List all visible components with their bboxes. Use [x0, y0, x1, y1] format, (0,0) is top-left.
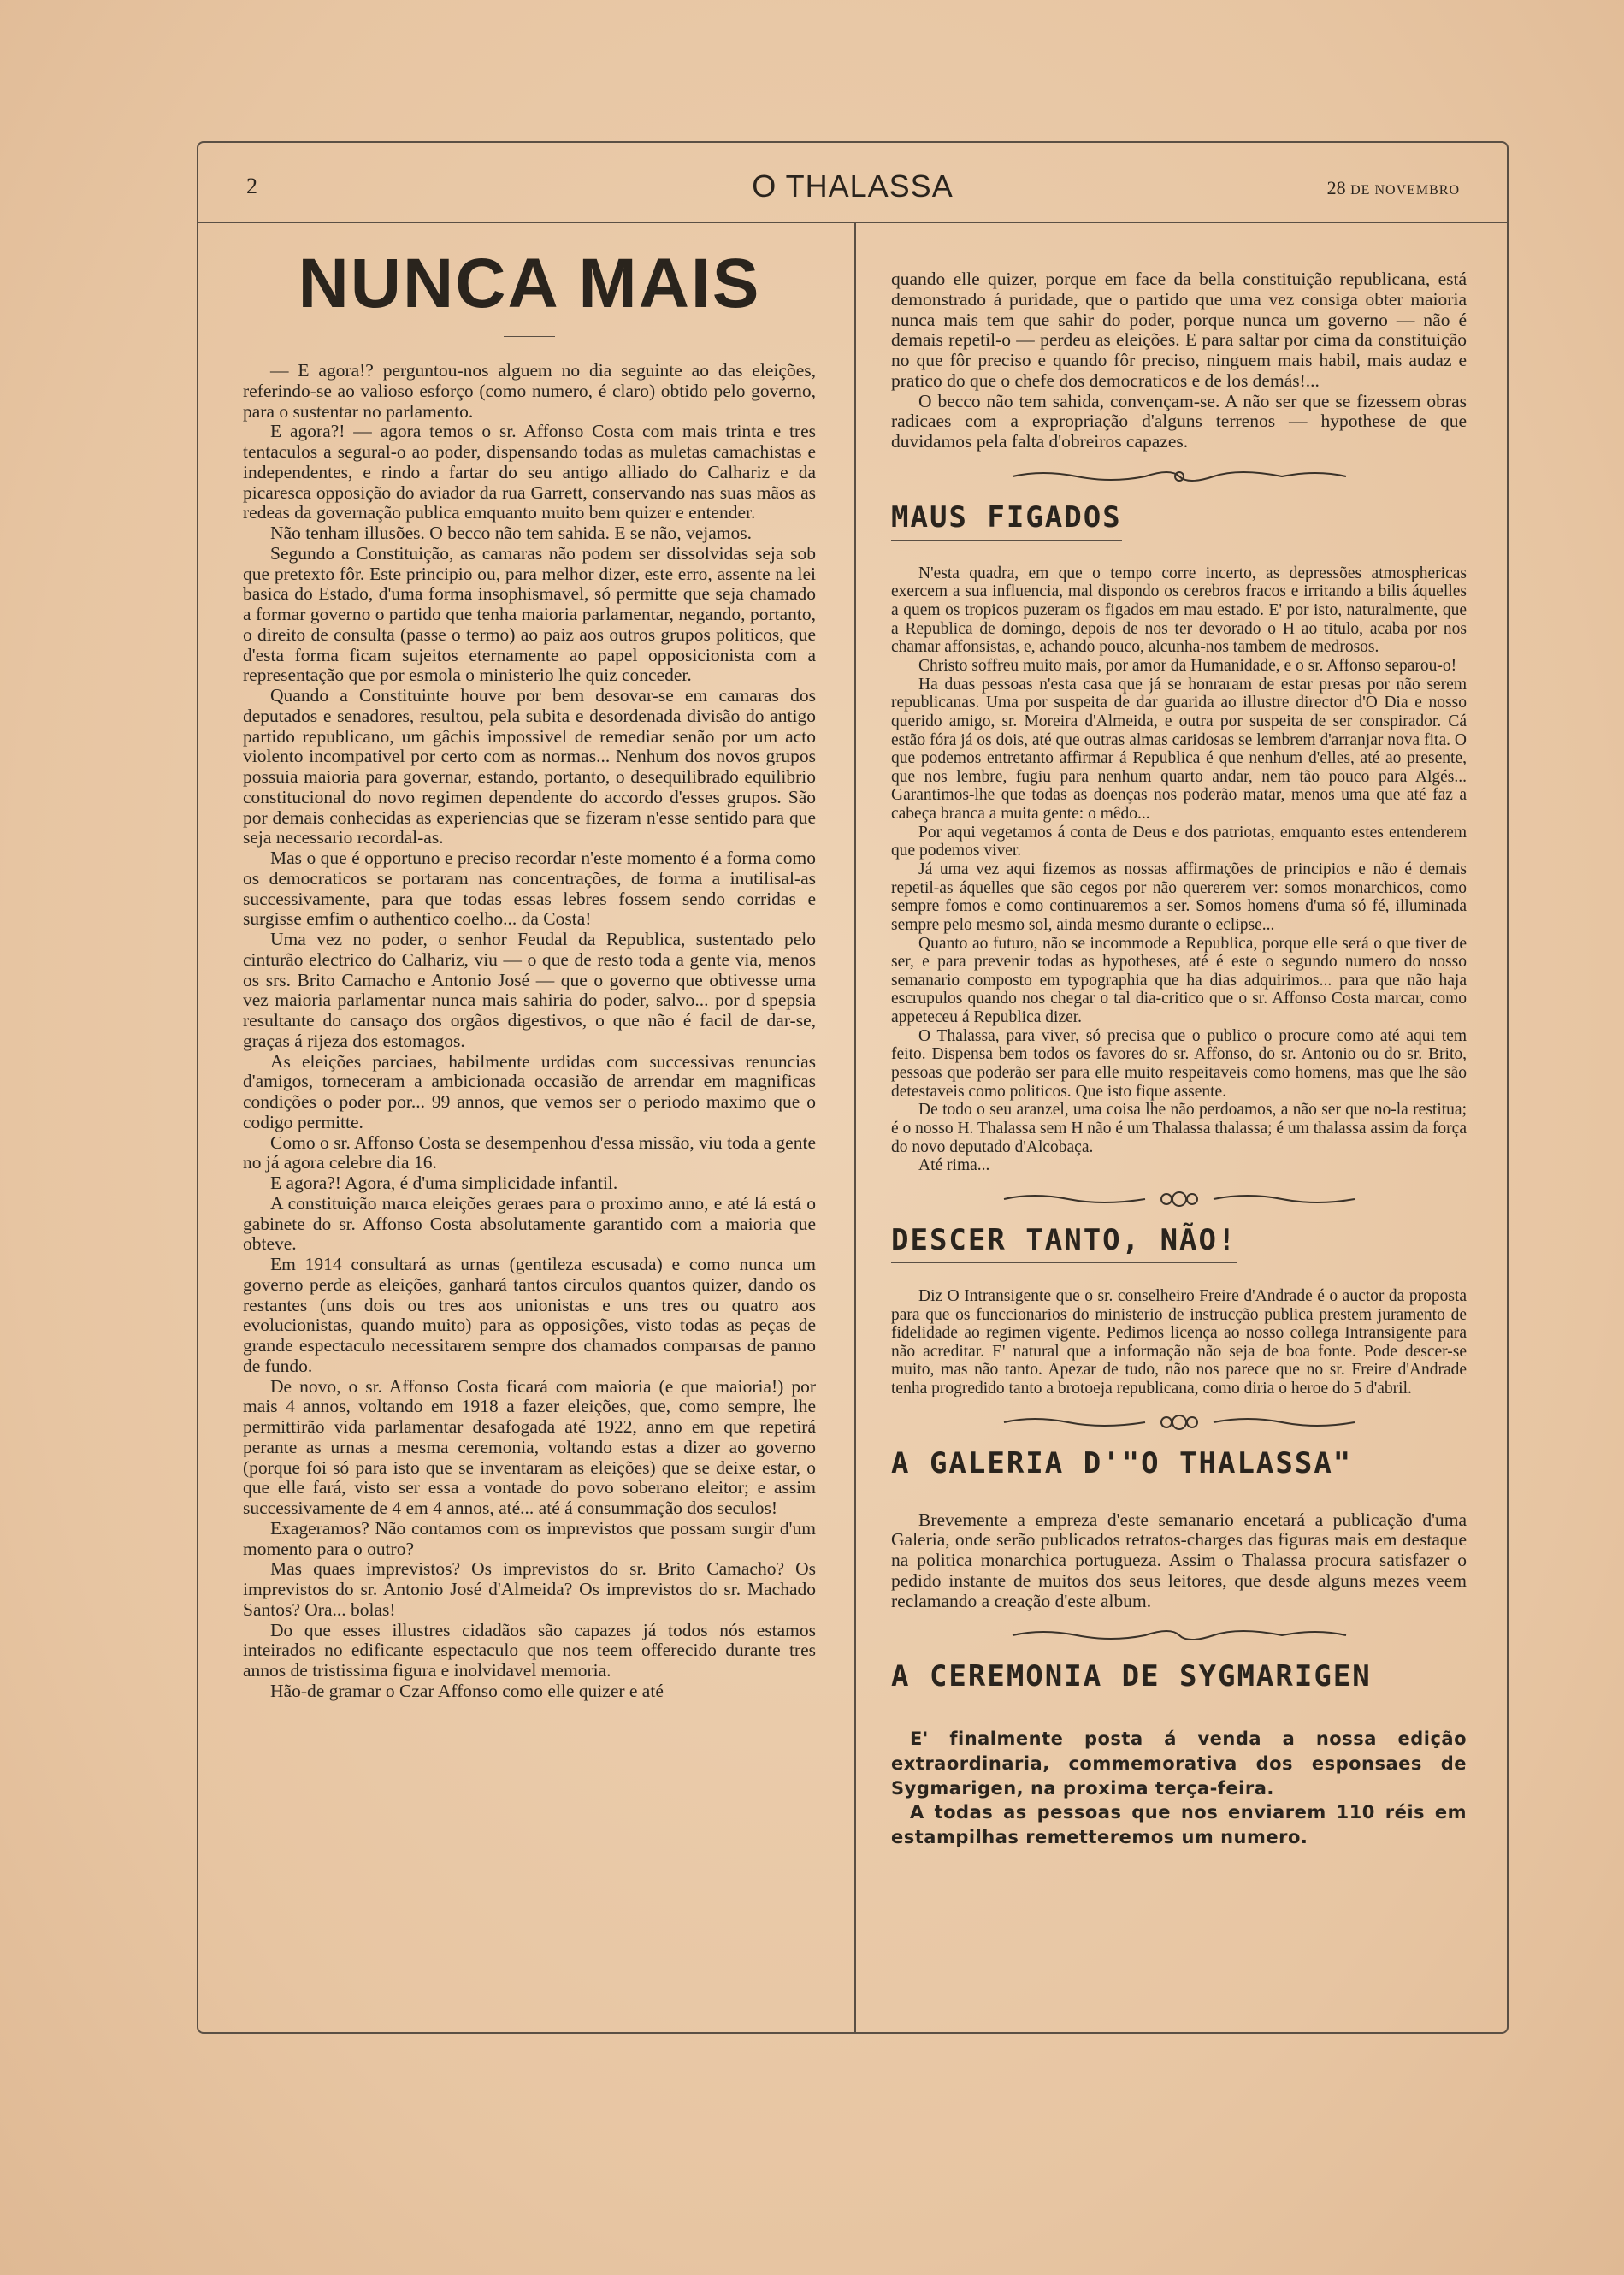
issue-date — [1327, 177, 1460, 199]
ornament-divider — [891, 1189, 1467, 1208]
masthead: O THALASSA — [752, 168, 954, 204]
paragraph: — E agora!? perguntou-nos alguem no dia seguinte ao das eleições, referindo-se ao valioso esforço (como numero, é claro) obtido pelo governo, para o sustentar no parlamento. — [243, 360, 816, 422]
paragraph: Ha duas pessoas n'esta casa que já se honraram de estar presas por não serem republicanas. Uma por suspeita de dar guarida ao illustre director d'O Dia e nosso querido amigo, sr. Moreira d'Almeida, e outra por suspeita de ser conspirador. Cá estão fóra já os dois, até que outras almas caridosas se lembrem d'arranjar nova fita. O que podemos entretanto affirmar á Republica é que nenhum d'elles, até ao presente, que nos lembre, fugiu para nenhum quarto andar, nem tão pouco para Algés... Garantimos-lhe que todas as doenças nos poderão matar, menos uma que até faz a cabeça branca a muita gente: o mêdo... — [891, 675, 1467, 824]
paragraph: Como o sr. Affonso Costa se desempenhou d'essa missão, viu toda a gente no já agora celebre dia 16. — [243, 1132, 816, 1173]
paragraph: Quanto ao futuro, não se incommode a Republica, porque elle será o que tiver de ser, e para prevenir todas as hypotheses, até é este o segundo numero do nosso semanario composto em typographia que ha dias adquirimos... para que não haja escrupulos quando nos chegar o tal dia-critico que o sr. Affonso Costa marcar, como appeteceu á Republica dizer. — [891, 934, 1467, 1027]
paragraph: Diz O Intransigente que o sr. conselheiro Freire d'Andrade é o auctor da proposta para que os funccionarios do ministerio de instrucção publica prestem juramento de fidelidade ao regimen vigente. Pedimos licença ao nosso collega Intransigente para não acreditar. E' natural que a informação não seja de boa fonte. Pode descer-se muito, mas não tanto. Apezar de tudo, não nos parece que no sr. Freire d'Andrade tenha progredido tanto a brotoeja republicana, como diria o heroe do 5 d'abril. — [891, 1286, 1467, 1398]
continuation-text — [891, 269, 1467, 452]
paragraph: A constituição marca eleições geraes para o proximo anno, e até lá está o gabinete do sr. Affonso Costa absolutamente garantido com a maioria que obteve. — [243, 1192, 816, 1255]
paragraph: Já uma vez aqui fizemos as nossas affirmações de principios e não é demais repetil-as áquelles que são cegos por não quererem ver: somos monarchicos, como sempre fomos e como continuaremos a ser. Somos homens d'uma só fé, illuminada sempre pelo mesmo sol, ainda mesmo durante o eclipse... — [891, 860, 1467, 934]
section-title-maus-figados: MAUS FIGADOS — [891, 500, 1122, 541]
article-body — [243, 361, 816, 1702]
left-column — [243, 245, 816, 1702]
paragraph: As eleições parciaes, habilmente urdidas com successivas renuncias d'amigos, torneceram a ambicionada occasião de arrendar em magnificas condições o poder por... 99 annos, que vemos ser o periodo maximo que o codigo permitte. — [243, 1050, 816, 1132]
paragraph: Quando a Constituinte houve por bem desovar-se em camaras dos deputados e senadores, resultou, pela subita e desordenada divisão do antigo partido republicano, um gâchis impossivel de remediar senão por um acto violento incompativel por certo com as normas... Nenhum dos novos grupos possuia maioria para governar, estando, portanto, o desequilibrado equilibrio constitucional do novo regimen dependente do accordo d'esses grupos. São por demais conhecidas as experiencias que se fizeram n'esse sentido para que seja necessario recordal-as. — [243, 685, 816, 848]
section-title-descer-tanto: DESCER TANTO, NÃO! — [891, 1223, 1237, 1263]
paragraph: Hão-de gramar o Czar Affonso como elle quizer e até — [270, 1680, 664, 1701]
paragraph: Mas quaes imprevistos? Os imprevistos do sr. Brito Camacho? Os imprevistos do sr. Antonio José d'Almeida? Os imprevistos do sr. Machado Santos? Ora... bolas! — [243, 1558, 816, 1620]
date-month: DE NOVEMBRO — [1350, 183, 1460, 198]
paragraph: Por aqui vegetamos á conta de Deus e dos patriotas, emquanto estes entenderem que podemos viver. — [891, 823, 1467, 860]
article-headline: NUNCA MAIS — [298, 245, 761, 322]
ornament-divider — [891, 1412, 1467, 1431]
paragraph: O becco não tem sahida, convençam-se. A não ser que se fizessem obras radicaes com a expropriação d'alguns terrenos — hypothese de que duvidamos pela falta d'obreiros capazes. — [891, 390, 1467, 452]
article-maus-figados — [891, 564, 1467, 1175]
announcement-line: A todas as pessoas que nos enviarem 110 réis em estampilhas remetteremos um numero. — [891, 1802, 1467, 1847]
headline-rule — [504, 336, 555, 337]
paragraph: O Thalassa, para viver, só precisa que o publico o procure como até aqui tem feito. Dispensa bem todos os favores do sr. Affonso, do sr. Antonio ou do sr. Brito, pessoas que poderão ser para elle muito respeitaveis como homens, mas que lhe são detestaveis como politicos. Que isto fique assente. — [891, 1026, 1467, 1101]
page-number: 2 — [246, 174, 257, 198]
article-descer-tanto — [891, 1287, 1467, 1398]
paragraph: N'esta quadra, em que o tempo corre incerto, as depressões atmosphericas exercem a sua influencia, mal dispondo os cerebros fracos e irritando a bilis áquelles a quem os tropicos puzeram os figados em mau estado. E' por isto, naturalmente, que a Republica de domingo, depois de nos ter devorado o H ao titulo, acaba por nos chamar affonsistas, e, achando pouco, alcunha-nos tambem de medrosos. — [891, 564, 1467, 657]
paragraph: quando elle quizer, porque em face da bella constituição republicana, está demonstrado á puridade, que o partido que uma vez consiga obter maioria nunca mais tem que sahir do poder, porque nunca um governo — não é demais repetil-o — perdeu as eleições. E para saltar por cima da constituição no que fôr preciso e quando fôr preciso, ninguem mais habil, mais audaz e pratico do que o chefe dos democraticos e de los demás!... — [891, 269, 1467, 391]
paragraph: E agora?! — agora temos o sr. Affonso Costa com mais trinta e tres tentaculos a segural-o ao poder, dispensando todas as muletas camachistas e independentes, e rindo a fartar do seu antigo alliado do Calhariz e da picaresca opposição do aviador da rua Garrett, conservando nas suas mãos as redeas da governação publica emquanto muito bem quizer e entender. — [243, 421, 816, 523]
announcement-line: E' finalmente posta á venda a nossa edição extraordinaria, commemorativa dos esponsaes de Sygmarigen, na proxima terça-feira. — [891, 1728, 1467, 1799]
ornament-divider — [891, 466, 1467, 485]
section-title-galeria: A GALERIA D'"O THALASSA" — [891, 1446, 1352, 1486]
page-header — [198, 143, 1507, 223]
column-rule — [854, 223, 856, 2032]
paragraph: Até rima... — [918, 1156, 990, 1175]
article-galeria — [891, 1510, 1467, 1612]
section-title-ceremonia: A CEREMONIA DE SYGMARIGEN — [891, 1659, 1372, 1699]
right-column — [891, 269, 1467, 1849]
paragraph: Mas o que é opportuno e preciso recordar n'este momento é a forma como os democraticos se portaram nas concentrações, de forma a inutilisal-as successivamente, para que todas essas lebres fossem sendo corridas e surgisse emfim o authentico coelho... da Costa! — [243, 848, 816, 930]
paragraph: Christo soffreu muito mais, por amor da Humanidade, e o sr. Affonso separou-o! — [918, 656, 1457, 675]
page-frame — [197, 141, 1509, 2034]
paragraph: Não tenham illusões. O becco não tem sahida. E se não, vejamos. — [270, 523, 753, 544]
paragraph: Segundo a Constituição, as camaras não podem ser dissolvidas seja sob que pretexto fôr. Este principio ou, para melhor dizer, este erro, assente na lei basica do Estado, d'uma forma insophismavel, só permitte que seja chamado a formar governo o partido que tenha maioria parlamentar, negando, portanto, o direito de consulta (passe o termo) ao paiz aos outros grupos politicos, que d'esta forma ficam sujeitos eternamente ao papel opposicionista com a representação que por esmola o ministerio lhe quiz conceder. — [243, 542, 816, 686]
paragraph: De todo o seu aranzel, uma coisa lhe não perdoamos, a não ser que no-la restitua; é o nosso H. Thalassa sem H não é um Thalassa thalassa; é um thalassa assim da força do novo deputado d'Alcobaça. — [891, 1101, 1467, 1156]
paragraph: De novo, o sr. Affonso Costa ficará com maioria (e que maioria!) por mais 4 annos, voltando em 1918 a fazer eleições, que, como sempre, lhe permittirão vida parlamentar desafogada até 1922, anno em que repetirá perante as urnas a mesma ceremonia, voltando estas a dizer ao governo (porque foi só para isto que se inventaram as eleições) que se deixe estar, o que elle fará, visto ser essa a vontade do povo soberano eleitor; e assim successivamente de 4 em 4 annos, até... até á consummação dos seculos! — [243, 1375, 816, 1519]
date-day: 28 — [1326, 177, 1346, 198]
ornament-divider — [891, 1625, 1467, 1644]
paragraph: Uma vez no poder, o senhor Feudal da Republica, sustentado pelo cinturão electrico do Calhariz, viu — o que de resto toda a gente via, menos os srs. Brito Camacho e Antonio José — que o governo que obtivesse uma vez maioria parlamentar nunca mais sahiria do poder, salvo... por d spepsia resultante do cansaço dos orgãos digestivos, o que não é facil de dar-se, graças á rijeza dos estomagos. — [243, 929, 816, 1051]
paragraph: Exageramos? Não contamos com os imprevistos que possam surgir d'um momento para o outro? — [243, 1517, 816, 1559]
paragraph: E agora?! Agora, é d'uma simplicidade infantil. — [270, 1173, 618, 1194]
paragraph: Brevemente a empreza d'este semanario encetará a publicação d'uma Galeria, onde serão publicados retratos-charges das figuras mais em destaque na politica monarchica portugueza. Assim o Thalassa procura satisfazer o pedido instante de muitos dos seus leitores, que desde alguns mezes veem reclamando a creação d'este album. — [891, 1509, 1467, 1611]
paragraph: Em 1914 consultará as urnas (gentileza escusada) e como nunca um governo perde as eleições, ganhará tantos circulos quantos quizer, dando os restantes (uns dois ou tres aos unionistas e uns tres ou quatro aos evolucionistas, quando muito) para as opposições, visto todas as peças de grande espectaculo necessitarem sempre dos chamados comparsas de panno de fundo. — [243, 1254, 816, 1376]
paragraph: Do que esses illustres cidadãos são capazes já todos nós estamos inteirados no edificante espectaculo que nos teem offerecido durante tres annos de tristissima figura e inolvidavel memoria. — [243, 1619, 816, 1681]
announcement-ceremonia — [891, 1727, 1467, 1849]
